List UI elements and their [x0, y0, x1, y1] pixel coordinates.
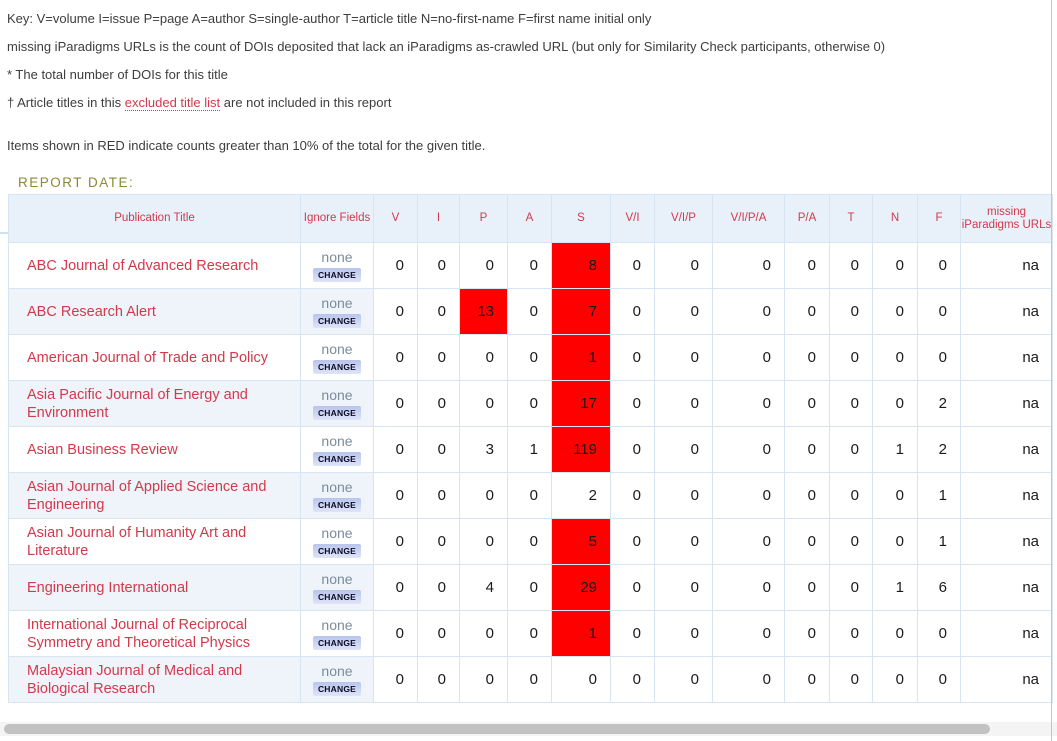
count-cell-f: 2 [918, 427, 961, 473]
publication-title: Asia Pacific Journal of Energy and Environment [9, 381, 301, 427]
count-cell-s: 0 [552, 657, 611, 703]
horizontal-scrollbar-track[interactable] [0, 722, 1057, 736]
column-header-v: V [374, 195, 418, 243]
publication-title: ABC Journal of Advanced Research [9, 243, 301, 289]
change-button[interactable]: CHANGE [313, 590, 361, 604]
count-cell-i: 0 [418, 565, 460, 611]
ignore-fields-value: none [321, 433, 353, 449]
publication-title: Malaysian Journal of Medical and Biological Research [9, 657, 301, 703]
ignore-fields-cell [301, 381, 374, 427]
count-cell-p: 4 [460, 565, 508, 611]
table-header-row [9, 195, 1053, 243]
count-cell-a: 0 [508, 519, 552, 565]
table-row [9, 289, 1053, 335]
count-cell-p: 0 [460, 473, 508, 519]
count-cell-n: 0 [873, 289, 918, 335]
ignore-fields-value: none [321, 249, 353, 265]
column-header-v-i: V/I [611, 195, 655, 243]
change-button[interactable]: CHANGE [313, 452, 361, 466]
count-cell-v-i-p-a: 0 [713, 519, 785, 565]
missing-iparadigms-urls-cell: na [961, 335, 1053, 381]
count-cell-i: 0 [418, 243, 460, 289]
count-cell-s: 1 [552, 335, 611, 381]
count-cell-s: 7 [552, 289, 611, 335]
count-cell-a: 0 [508, 289, 552, 335]
count-cell-t: 0 [830, 519, 873, 565]
count-cell-n: 1 [873, 565, 918, 611]
count-cell-n: 0 [873, 473, 918, 519]
ignore-fields-cell [301, 611, 374, 657]
table-row [9, 243, 1053, 289]
missing-iparadigms-urls-cell: na [961, 611, 1053, 657]
count-cell-a: 0 [508, 657, 552, 703]
publication-title: American Journal of Trade and Policy [9, 335, 301, 381]
count-cell-v-i-p-a: 0 [713, 611, 785, 657]
column-header-v-i-p-a: V/I/P/A [713, 195, 785, 243]
count-cell-a: 0 [508, 565, 552, 611]
count-cell-f: 2 [918, 381, 961, 427]
missing-iparadigms-urls-cell: na [961, 427, 1053, 473]
count-cell-p-a: 0 [785, 657, 830, 703]
count-cell-p-a: 0 [785, 243, 830, 289]
table-row [9, 657, 1053, 703]
count-cell-f: 0 [918, 657, 961, 703]
count-cell-v: 0 [374, 611, 418, 657]
count-cell-n: 0 [873, 519, 918, 565]
column-header-p-a: P/A [785, 195, 830, 243]
count-cell-s: 1 [552, 611, 611, 657]
count-cell-v-i-p-a: 0 [713, 473, 785, 519]
excluded-note-prefix: † Article titles in this [7, 95, 125, 110]
change-button[interactable]: CHANGE [313, 682, 361, 696]
count-cell-v-i-p: 0 [655, 657, 713, 703]
depositor-report-table [8, 194, 1053, 703]
publication-title: Asian Journal of Applied Science and Engineering [9, 473, 301, 519]
count-cell-s: 2 [552, 473, 611, 519]
missing-iparadigms-urls-cell: na [961, 519, 1053, 565]
table-row [9, 611, 1053, 657]
count-cell-i: 0 [418, 335, 460, 381]
excluded-note-suffix: are not included in this report [220, 95, 392, 110]
count-cell-n: 0 [873, 657, 918, 703]
count-cell-v-i: 0 [611, 427, 655, 473]
publication-title: Engineering International [9, 565, 301, 611]
table-row [9, 381, 1053, 427]
column-header-publication-title: Publication Title [9, 195, 301, 243]
count-cell-v-i: 0 [611, 243, 655, 289]
count-cell-a: 0 [508, 473, 552, 519]
count-cell-f: 1 [918, 519, 961, 565]
count-cell-v: 0 [374, 335, 418, 381]
count-cell-t: 0 [830, 381, 873, 427]
count-cell-v: 0 [374, 289, 418, 335]
red-items-note: Items shown in RED indicate counts greater than 10% of the total for the given title. [7, 138, 486, 153]
count-cell-n: 0 [873, 243, 918, 289]
count-cell-v-i-p: 0 [655, 243, 713, 289]
column-header-n: N [873, 195, 918, 243]
count-cell-p-a: 0 [785, 335, 830, 381]
count-cell-v-i-p: 0 [655, 519, 713, 565]
count-cell-p: 0 [460, 657, 508, 703]
count-cell-p: 0 [460, 519, 508, 565]
count-cell-t: 0 [830, 289, 873, 335]
count-cell-p-a: 0 [785, 381, 830, 427]
column-header-s: S [552, 195, 611, 243]
missing-iparadigms-urls-cell: na [961, 657, 1053, 703]
count-cell-a: 0 [508, 381, 552, 427]
count-cell-f: 0 [918, 243, 961, 289]
count-cell-v-i: 0 [611, 611, 655, 657]
count-cell-v-i-p: 0 [655, 427, 713, 473]
count-cell-s: 5 [552, 519, 611, 565]
count-cell-p: 0 [460, 611, 508, 657]
count-cell-s: 8 [552, 243, 611, 289]
count-cell-v-i: 0 [611, 381, 655, 427]
count-cell-i: 0 [418, 289, 460, 335]
count-cell-p-a: 0 [785, 473, 830, 519]
ignore-fields-cell [301, 335, 374, 381]
excluded-titles-note [7, 94, 1057, 112]
count-cell-v-i: 0 [611, 473, 655, 519]
column-header-i: I [418, 195, 460, 243]
count-cell-p-a: 0 [785, 427, 830, 473]
column-header-f: F [918, 195, 961, 243]
change-button[interactable]: CHANGE [313, 498, 361, 512]
count-cell-t: 0 [830, 335, 873, 381]
column-header-t: T [830, 195, 873, 243]
count-cell-t: 0 [830, 243, 873, 289]
ignore-fields-value: none [321, 617, 353, 633]
count-cell-v-i: 0 [611, 657, 655, 703]
count-cell-v-i-p: 0 [655, 335, 713, 381]
ignore-fields-value: none [321, 663, 353, 679]
key-note: Key: V=volume I=issue P=page A=author S=single-author T=article title N=no-first-name F=first name initial only [7, 11, 652, 26]
change-button[interactable]: CHANGE [313, 544, 361, 558]
count-cell-v: 0 [374, 243, 418, 289]
total-dois-note: * The total number of DOIs for this title [7, 67, 228, 82]
count-cell-v: 0 [374, 565, 418, 611]
count-cell-i: 0 [418, 611, 460, 657]
count-cell-v-i-p: 0 [655, 289, 713, 335]
count-cell-p-a: 0 [785, 289, 830, 335]
count-cell-v-i: 0 [611, 519, 655, 565]
count-cell-t: 0 [830, 611, 873, 657]
ignore-fields-value: none [321, 387, 353, 403]
count-cell-p: 3 [460, 427, 508, 473]
table-row [9, 335, 1053, 381]
count-cell-v-i-p-a: 0 [713, 289, 785, 335]
missing-iparadigms-urls-cell: na [961, 381, 1053, 427]
count-cell-n: 0 [873, 381, 918, 427]
column-header-v-i-p: V/I/P [655, 195, 713, 243]
ignore-fields-cell [301, 289, 374, 335]
count-cell-f: 1 [918, 473, 961, 519]
count-cell-v: 0 [374, 473, 418, 519]
missing-urls-note: missing iParadigms URLs is the count of DOIs deposited that lack an iParadigms as-crawled URL (but only for Similarity Check participants, otherwise 0) [7, 39, 886, 54]
count-cell-s: 119 [552, 427, 611, 473]
count-cell-f: 0 [918, 611, 961, 657]
count-cell-v: 0 [374, 657, 418, 703]
table-body [9, 243, 1053, 703]
table-row [9, 427, 1053, 473]
missing-iparadigms-urls-cell: na [961, 289, 1053, 335]
change-button[interactable]: CHANGE [313, 268, 361, 282]
count-cell-i: 0 [418, 381, 460, 427]
ignore-fields-value: none [321, 525, 353, 541]
change-button[interactable]: CHANGE [313, 314, 361, 328]
count-cell-n: 1 [873, 427, 918, 473]
missing-iparadigms-urls-cell: na [961, 243, 1053, 289]
count-cell-n: 0 [873, 335, 918, 381]
ignore-fields-cell [301, 657, 374, 703]
count-cell-i: 0 [418, 473, 460, 519]
count-cell-v-i-p-a: 0 [713, 657, 785, 703]
count-cell-p-a: 0 [785, 611, 830, 657]
count-cell-p: 13 [460, 289, 508, 335]
ignore-fields-value: none [321, 295, 353, 311]
excluded-title-list-link[interactable]: excluded title list [124, 95, 221, 110]
report-date-label: REPORT DATE: [18, 175, 135, 190]
change-button[interactable]: CHANGE [313, 360, 361, 374]
count-cell-s: 29 [552, 565, 611, 611]
count-cell-p: 0 [460, 335, 508, 381]
publication-title: Asian Journal of Humanity Art and Literature [9, 519, 301, 565]
count-cell-a: 0 [508, 611, 552, 657]
left-edge-tick [0, 232, 8, 234]
count-cell-i: 0 [418, 519, 460, 565]
count-cell-f: 0 [918, 289, 961, 335]
ignore-fields-cell [301, 565, 374, 611]
count-cell-p: 0 [460, 381, 508, 427]
count-cell-t: 0 [830, 473, 873, 519]
count-cell-v-i-p-a: 0 [713, 427, 785, 473]
change-button[interactable]: CHANGE [313, 636, 361, 650]
count-cell-v-i-p: 0 [655, 611, 713, 657]
count-cell-v-i-p-a: 0 [713, 381, 785, 427]
ignore-fields-value: none [321, 571, 353, 587]
ignore-fields-cell [301, 519, 374, 565]
count-cell-n: 0 [873, 611, 918, 657]
column-header-a: A [508, 195, 552, 243]
ignore-fields-cell [301, 427, 374, 473]
missing-iparadigms-urls-cell: na [961, 473, 1053, 519]
count-cell-i: 0 [418, 427, 460, 473]
count-cell-v: 0 [374, 381, 418, 427]
horizontal-scrollbar-thumb[interactable] [4, 724, 990, 734]
count-cell-v-i-p: 0 [655, 473, 713, 519]
missing-iparadigms-urls-cell: na [961, 565, 1053, 611]
count-cell-p-a: 0 [785, 519, 830, 565]
publication-title: Asian Business Review [9, 427, 301, 473]
count-cell-v: 0 [374, 519, 418, 565]
count-cell-v-i: 0 [611, 335, 655, 381]
ignore-fields-value: none [321, 479, 353, 495]
count-cell-v: 0 [374, 427, 418, 473]
ignore-fields-cell [301, 243, 374, 289]
count-cell-t: 0 [830, 427, 873, 473]
count-cell-s: 17 [552, 381, 611, 427]
column-header-missing-iparadigms-urls: missing iParadigms URLs [961, 195, 1053, 243]
count-cell-a: 0 [508, 243, 552, 289]
column-header-p: P [460, 195, 508, 243]
column-header-ignore-fields: Ignore Fields [301, 195, 374, 243]
count-cell-v-i-p-a: 0 [713, 565, 785, 611]
count-cell-a: 0 [508, 335, 552, 381]
count-cell-v-i-p: 0 [655, 565, 713, 611]
count-cell-v-i-p: 0 [655, 381, 713, 427]
count-cell-v-i-p-a: 0 [713, 335, 785, 381]
change-button[interactable]: CHANGE [313, 406, 361, 420]
count-cell-p: 0 [460, 243, 508, 289]
count-cell-t: 0 [830, 657, 873, 703]
table-row [9, 565, 1053, 611]
count-cell-v-i: 0 [611, 289, 655, 335]
table-row [9, 519, 1053, 565]
table-header [9, 195, 1053, 243]
frame-right-border [1051, 0, 1052, 741]
count-cell-v-i-p-a: 0 [713, 243, 785, 289]
count-cell-p-a: 0 [785, 565, 830, 611]
table-row [9, 473, 1053, 519]
publication-title: ABC Research Alert [9, 289, 301, 335]
count-cell-v-i: 0 [611, 565, 655, 611]
count-cell-i: 0 [418, 657, 460, 703]
publication-title: International Journal of Reciprocal Symmetry and Theoretical Physics [9, 611, 301, 657]
ignore-fields-cell [301, 473, 374, 519]
count-cell-f: 6 [918, 565, 961, 611]
report-notes [0, 0, 1057, 155]
count-cell-t: 0 [830, 565, 873, 611]
ignore-fields-value: none [321, 341, 353, 357]
count-cell-f: 0 [918, 335, 961, 381]
count-cell-a: 1 [508, 427, 552, 473]
